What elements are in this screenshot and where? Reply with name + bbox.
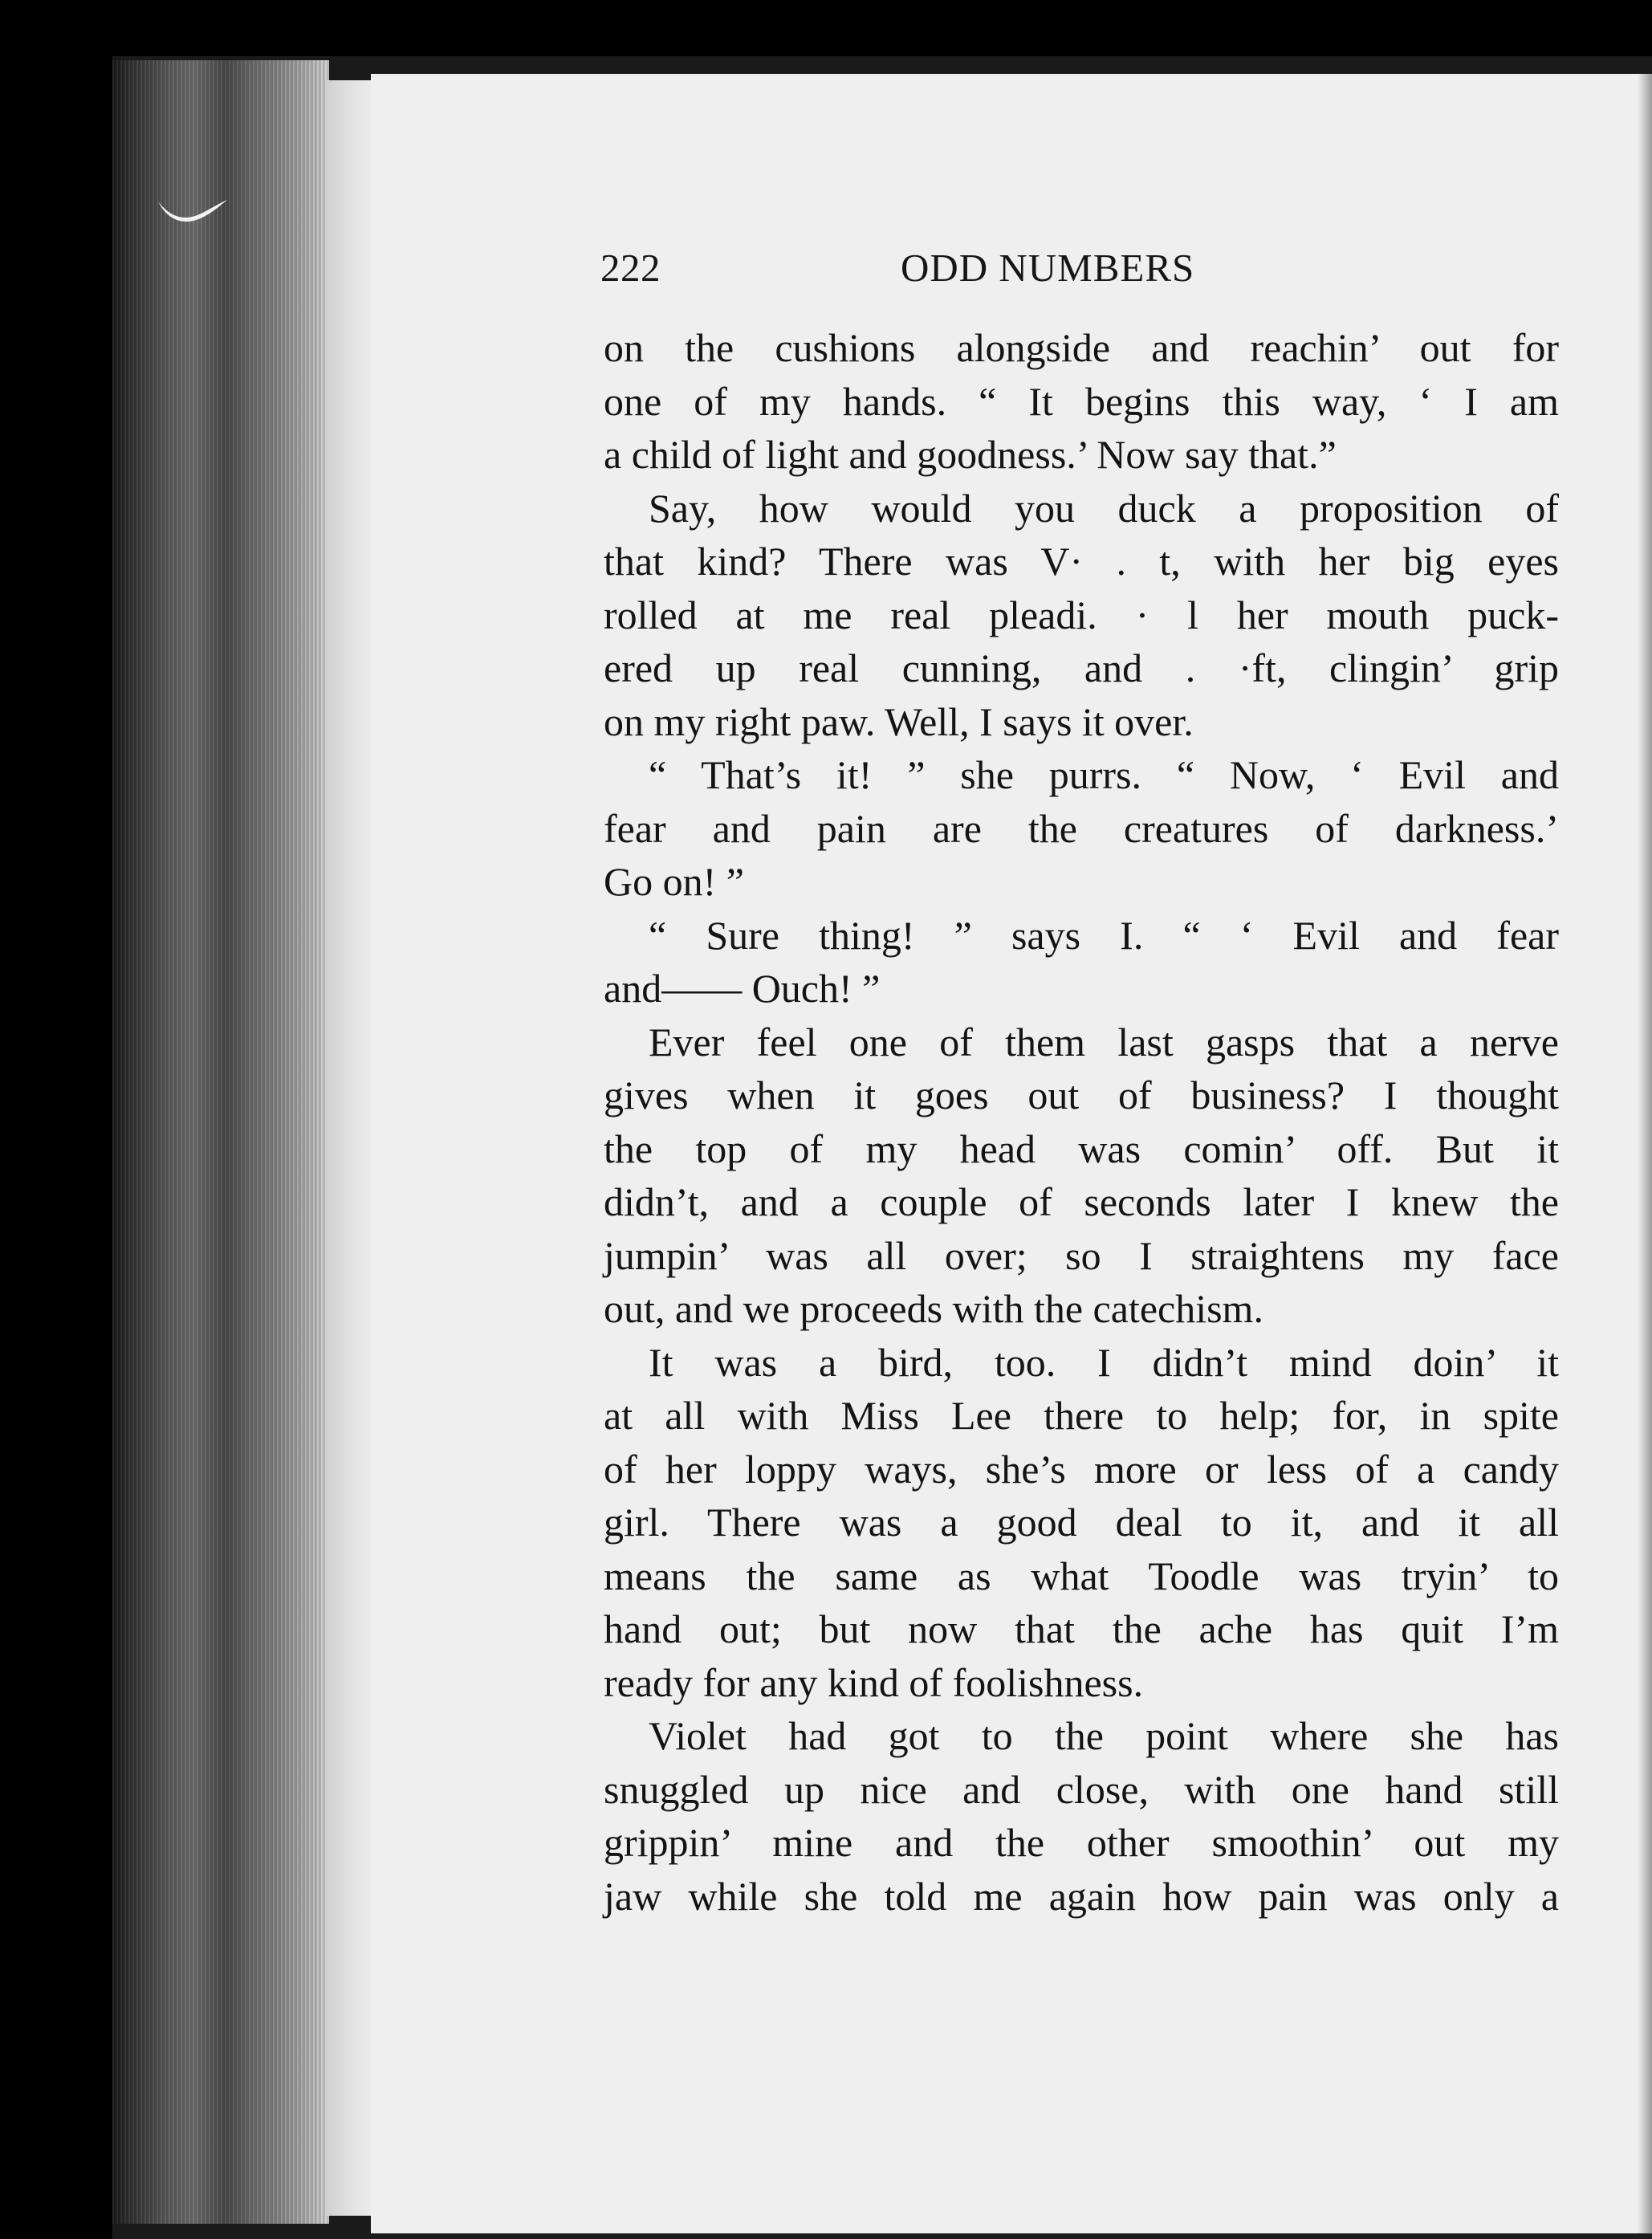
text-line: didn’t, and a couple of seconds later I knew the	[604, 1179, 1559, 1224]
text-line: on the cushions alongside and reachin’ out for	[604, 325, 1559, 370]
text-line: means the same as what Toodle was tryin’ to	[604, 1553, 1559, 1598]
text-line: that kind? There was V· . t, with her big eyes	[604, 539, 1559, 584]
text-line: grippin’ mine and the other smoothin’ out my	[604, 1820, 1559, 1865]
spine-mark-icon	[157, 197, 229, 224]
text-line: and—— Ouch! ”	[604, 966, 881, 1011]
text-line: Violet had got to the point where she has	[649, 1713, 1559, 1758]
running-header	[600, 245, 1268, 301]
text-line: ready for any kind of foolishness.	[604, 1659, 1144, 1705]
text-line: at all with Miss Lee there to help; for, in spite	[604, 1393, 1559, 1438]
text-line: Go on! ”	[604, 859, 744, 904]
page-gutter	[325, 80, 373, 2216]
text-line: fear and pain are the creatures of darkness.’	[604, 805, 1559, 851]
text-line: rolled at me real pleadi. · l her mouth puck-	[604, 592, 1559, 637]
text-line: girl. There was a good deal to it, and it all	[604, 1500, 1559, 1545]
text-line: a child of light and goodness.’ Now say that.”	[604, 432, 1337, 477]
text-line: of her loppy ways, she’s more or less of a candy	[604, 1446, 1559, 1492]
text-line: one of my hands. “ It begins this way, ‘ I am	[604, 378, 1559, 424]
text-line: Say, how would you duck a proposition of	[649, 485, 1559, 531]
page-edge	[1638, 74, 1652, 2233]
text-line: on my right paw. Well, I says it over.	[604, 698, 1194, 744]
text-line: “ Sure thing! ” says I. “ ‘ Evil and fear	[649, 912, 1559, 958]
text-line: Ever feel one of them last gasps that a nerve	[649, 1019, 1559, 1065]
running-title: ODD NUMBERS	[901, 246, 1195, 290]
body-text	[604, 321, 1559, 1923]
book-spine	[112, 60, 329, 2224]
text-line: jaw while she told me again how pain was only a	[604, 1873, 1559, 1919]
text-line: jumpin’ was all over; so I straightens my face	[604, 1232, 1559, 1278]
text-line: It was a bird, too. I didn’t mind doin’ it	[649, 1339, 1559, 1385]
text-line: the top of my head was comin’ off. But it	[604, 1126, 1559, 1171]
text-line: snuggled up nice and close, with one hand still	[604, 1766, 1559, 1812]
text-line: ered up real cunning, and . ·ft, clingin’ grip	[604, 645, 1559, 690]
page-number: 222	[600, 246, 661, 290]
text-line: gives when it goes out of business? I thought	[604, 1073, 1559, 1117]
text-line: hand out; but now that the ache has quit I’m	[604, 1606, 1559, 1651]
text-line: “ That’s it! ” she purrs. “ Now, ‘ Evil and	[649, 752, 1559, 797]
text-line: out, and we proceeds with the catechism.	[604, 1286, 1263, 1331]
